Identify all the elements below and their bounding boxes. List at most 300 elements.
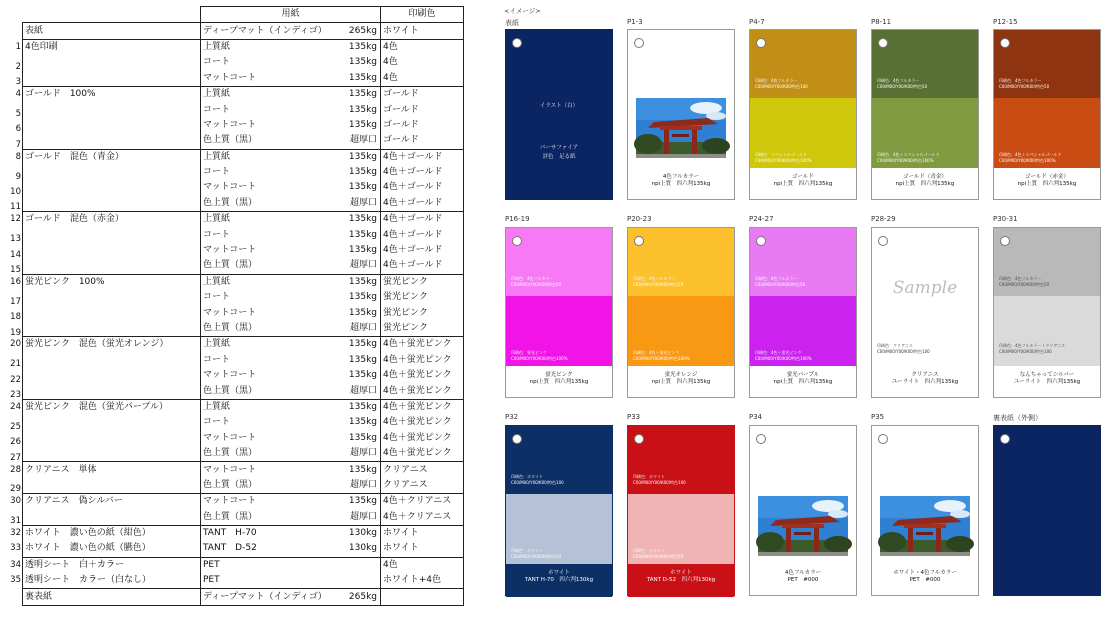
tint-title: 印刷色：4色フルカラー bbox=[877, 78, 920, 83]
tint-values: C00/M00/Y00/K00/特色50 bbox=[755, 282, 806, 287]
tint-values: C00/M00/Y00/K00/特色100% bbox=[755, 356, 812, 361]
row-paper: ディープマット（インディゴ） bbox=[201, 589, 329, 605]
cover-text-3: 評色 足る紙 bbox=[542, 154, 576, 160]
row-weight: 超厚口 bbox=[350, 479, 378, 490]
tint-title: 印刷色：蛍光ピンク bbox=[511, 350, 547, 355]
row-name-cell bbox=[10, 431, 201, 448]
sample-card bbox=[505, 227, 613, 398]
row-print-color: ホワイト bbox=[381, 541, 464, 557]
row-name-cell bbox=[10, 274, 201, 290]
punch-hole-icon bbox=[756, 236, 766, 246]
row-print-color: 蛍光ピンク bbox=[381, 321, 464, 337]
tint-label-top bbox=[511, 474, 609, 486]
table-row bbox=[23, 589, 464, 605]
table-row bbox=[23, 39, 464, 55]
punch-hole-icon bbox=[1000, 434, 1010, 444]
caption-paper: npi上質 四六判135kg bbox=[773, 181, 833, 187]
row-name: 蛍光ピンク 混色（蛍光オレンジ） bbox=[25, 339, 169, 350]
card-caption bbox=[628, 366, 734, 397]
card-caption bbox=[872, 564, 978, 595]
row-print-color: 4色 bbox=[381, 71, 464, 87]
sample-card bbox=[871, 227, 979, 398]
sample-card bbox=[627, 425, 735, 596]
table-row bbox=[23, 462, 464, 478]
row-number: 21 bbox=[10, 359, 21, 370]
row-number: 2 bbox=[15, 61, 21, 72]
table-row bbox=[23, 305, 464, 320]
row-name: 表紙 bbox=[25, 25, 44, 36]
row-weight bbox=[329, 573, 381, 589]
tint-title: 印刷色：ホワイト bbox=[633, 548, 665, 553]
row-number: 35 bbox=[10, 575, 21, 586]
card-label: P12-15 bbox=[993, 18, 1018, 26]
row-paper: PET bbox=[201, 557, 329, 573]
tint-label-bottom bbox=[633, 350, 731, 362]
sample-card bbox=[505, 425, 613, 596]
caption-paper: TANT D-52 四六判130kg bbox=[646, 577, 716, 583]
row-weight: 135kg bbox=[329, 212, 381, 228]
caption-title: 4色フルカラー bbox=[784, 570, 822, 576]
row-paper: 色上質（黒） bbox=[201, 196, 329, 212]
cover-text-2: パーサファイア bbox=[539, 145, 579, 151]
row-name: ゴールド 100% bbox=[25, 89, 96, 100]
row-number: 20 bbox=[10, 339, 21, 350]
card-label: P16-19 bbox=[505, 215, 530, 223]
tint-values: C00/M00/Y00/K00/特色100% bbox=[999, 158, 1056, 163]
row-paper: TANT H-70 bbox=[201, 525, 329, 541]
table-row bbox=[23, 446, 464, 462]
card-caption bbox=[628, 168, 734, 199]
card-label: P32 bbox=[505, 413, 519, 421]
row-name: ゴールド 混色（青金） bbox=[25, 151, 124, 162]
card-caption bbox=[994, 366, 1100, 397]
caption-paper: npi上質 四六判135kg bbox=[651, 379, 711, 385]
row-paper: コート bbox=[201, 353, 329, 368]
caption-paper: npi上質 四六判135kg bbox=[895, 181, 955, 187]
card-caption bbox=[506, 366, 612, 397]
card-caption bbox=[750, 168, 856, 199]
row-name-cell bbox=[23, 589, 201, 605]
tint-title: 印刷色：4色＋蛍光ピンク bbox=[755, 350, 802, 355]
punch-hole-icon bbox=[634, 236, 644, 246]
row-number: 30 bbox=[10, 496, 21, 507]
header-empty bbox=[23, 7, 201, 23]
tint-label-top bbox=[633, 276, 731, 288]
card-caption bbox=[628, 564, 734, 595]
row-name-cell bbox=[10, 321, 201, 338]
row-print-color: 4色＋蛍光ピンク bbox=[381, 353, 464, 368]
table-row bbox=[23, 353, 464, 368]
table-row bbox=[23, 149, 464, 165]
punch-hole-icon bbox=[756, 434, 766, 444]
row-number: 3 bbox=[15, 77, 21, 88]
row-print-color: 4色＋蛍光ピンク bbox=[381, 368, 464, 383]
row-weight: 130kg bbox=[329, 525, 381, 541]
row-print-color: クリアニス bbox=[381, 478, 464, 494]
table-row bbox=[23, 415, 464, 430]
punch-hole-icon bbox=[878, 434, 888, 444]
sample-card bbox=[993, 425, 1101, 596]
card-label: P8-11 bbox=[871, 18, 892, 26]
row-weight: 135kg bbox=[329, 274, 381, 290]
row-name-cell bbox=[10, 290, 201, 307]
card-label: P33 bbox=[627, 413, 641, 421]
caption-paper: ユーライト 四六判135kg bbox=[1013, 379, 1081, 385]
row-name: 4色印刷 bbox=[25, 41, 58, 52]
row-weight: 135kg bbox=[329, 39, 381, 55]
row-name-cell bbox=[10, 337, 201, 353]
table-row bbox=[23, 290, 464, 305]
header-paper: 用紙 bbox=[201, 7, 381, 23]
tint-label-bottom bbox=[999, 152, 1097, 164]
row-number: 18 bbox=[10, 312, 21, 323]
tint-label-top bbox=[755, 276, 853, 288]
row-name-cell bbox=[15, 133, 201, 150]
table-row bbox=[23, 494, 464, 510]
row-number: 14 bbox=[10, 249, 21, 260]
row-paper: コート bbox=[201, 55, 329, 70]
caption-paper: npi上質 四六判135kg bbox=[773, 379, 833, 385]
tint-values: C00/M00/Y00/K00/特色50 bbox=[633, 282, 684, 287]
tint-values: C00/M00/Y00/K00/特色50 bbox=[511, 282, 562, 287]
row-weight: 135kg bbox=[329, 149, 381, 165]
row-name-cell bbox=[10, 446, 201, 463]
row-number: 12 bbox=[10, 214, 21, 225]
row-weight: 135kg bbox=[329, 494, 381, 510]
row-print-color: 蛍光ピンク bbox=[381, 290, 464, 305]
tint-title: 印刷色：4色＋スペシャルゴールド bbox=[999, 152, 1062, 157]
row-name: クリアニス 偽シルバー bbox=[25, 496, 123, 507]
tint-label-bottom bbox=[755, 350, 853, 362]
row-name-cell bbox=[10, 368, 201, 385]
caption-title: 4色フルカラー bbox=[662, 174, 700, 180]
row-paper: 上質紙 bbox=[201, 274, 329, 290]
photo-frame bbox=[880, 496, 970, 556]
card-caption bbox=[994, 168, 1100, 199]
sample-card bbox=[749, 425, 857, 596]
sample-card bbox=[749, 29, 857, 200]
tint-title: 印刷色：4色＋スペシャルゴールド bbox=[877, 152, 940, 157]
tint-title: 印刷色：4色フルカラー bbox=[755, 78, 798, 83]
row-number: 7 bbox=[15, 139, 21, 150]
table-row bbox=[23, 258, 464, 274]
table-row bbox=[23, 573, 464, 589]
row-weight bbox=[329, 557, 381, 573]
row-weight: 135kg bbox=[348, 57, 378, 68]
caption-paper: npi上質 四六判135kg bbox=[529, 379, 589, 385]
row-paper: コート bbox=[201, 102, 329, 117]
caption-paper: ユーライト 四六判135kg bbox=[891, 379, 959, 385]
row-weight: 135kg bbox=[348, 370, 378, 381]
caption-title: 蛍光ピンク bbox=[545, 372, 573, 378]
tint-title: 印刷色：4色フルカラー bbox=[999, 78, 1042, 83]
row-weight: 135kg bbox=[348, 432, 378, 443]
row-name: 蛍光ピンク 100% bbox=[25, 276, 105, 287]
row-paper: マットコート bbox=[201, 180, 329, 195]
punch-hole-icon bbox=[756, 38, 766, 48]
row-name: 裏表紙 bbox=[25, 591, 53, 602]
row-weight: 135kg bbox=[329, 337, 381, 353]
row-name-cell bbox=[10, 415, 201, 432]
row-name-cell bbox=[10, 243, 201, 260]
tint-label-top bbox=[999, 276, 1097, 288]
row-name-cell bbox=[10, 573, 201, 589]
table-row bbox=[23, 55, 464, 70]
table-header-row bbox=[23, 7, 464, 23]
table-row bbox=[23, 431, 464, 446]
tint-label-top bbox=[511, 276, 609, 288]
row-number: 1 bbox=[15, 41, 21, 52]
row-print-color: 4色＋ゴールド bbox=[381, 212, 464, 228]
row-weight: 135kg bbox=[348, 229, 378, 240]
tint-values: C00/M00/Y00/K00/特色50 bbox=[999, 282, 1050, 287]
row-weight: 135kg bbox=[348, 104, 378, 115]
card-label: 裏表紙（外側） bbox=[993, 414, 1042, 422]
row-name-cell bbox=[10, 353, 201, 370]
row-number: 13 bbox=[10, 234, 21, 245]
row-name: 透明シート カラー（白なし） bbox=[25, 575, 152, 586]
row-print-color: 4色＋クリアニス bbox=[381, 494, 464, 510]
row-paper: コート bbox=[201, 165, 329, 180]
row-number: 28 bbox=[10, 464, 21, 475]
table-row bbox=[23, 525, 464, 541]
header-print-color: 印刷色 bbox=[381, 7, 464, 23]
row-print-color: 4色＋蛍光ピンク bbox=[381, 399, 464, 415]
row-print-color: 蛍光ピンク bbox=[381, 305, 464, 320]
caption-title: ゴールド（青金） bbox=[903, 174, 947, 180]
row-weight: 超厚口 bbox=[350, 135, 378, 146]
row-paper: 上質紙 bbox=[201, 39, 329, 55]
row-name: ホワイト 濃い色の紙（臙色） bbox=[25, 543, 151, 554]
row-print-color: 4色＋蛍光ピンク bbox=[381, 431, 464, 446]
table-row bbox=[23, 196, 464, 212]
tint-values: C00/M00/Y00/K00/特色100 bbox=[511, 480, 564, 485]
row-print-color: 4色＋蛍光ピンク bbox=[381, 337, 464, 353]
tint-label-bottom bbox=[633, 548, 731, 560]
row-print-color: 4色＋クリアニス bbox=[381, 510, 464, 526]
row-number: 8 bbox=[15, 151, 21, 162]
row-print-color: 4色 bbox=[381, 55, 464, 70]
tint-title: 印刷色：4色フルカラー bbox=[511, 276, 554, 281]
row-paper: コート bbox=[201, 227, 329, 242]
caption-paper: PET #000 bbox=[909, 577, 941, 583]
row-paper: 上質紙 bbox=[201, 149, 329, 165]
row-name-cell bbox=[15, 165, 201, 182]
punch-hole-icon bbox=[1000, 38, 1010, 48]
row-paper: 色上質（黒） bbox=[201, 383, 329, 399]
row-number: 29 bbox=[10, 484, 21, 495]
row-weight: 超厚口 bbox=[350, 448, 378, 459]
table-row bbox=[23, 212, 464, 228]
row-name-cell bbox=[15, 55, 201, 72]
table-row bbox=[23, 337, 464, 353]
sample-card bbox=[749, 227, 857, 398]
tint-values: C00/M00/Y00/K00/特色100% bbox=[877, 158, 934, 163]
table-row bbox=[23, 165, 464, 180]
row-name-cell bbox=[15, 149, 201, 165]
punch-hole-icon bbox=[634, 38, 644, 48]
table-row bbox=[23, 383, 464, 399]
row-name-cell bbox=[10, 399, 201, 415]
row-number: 26 bbox=[10, 437, 21, 448]
row-number: 16 bbox=[10, 276, 21, 287]
caption-paper: npi上質 四六判135kg bbox=[1017, 181, 1077, 187]
row-name-cell bbox=[10, 557, 201, 573]
row-paper: 上質紙 bbox=[201, 212, 329, 228]
row-print-color bbox=[381, 589, 464, 605]
tint-values: C00/M00/Y00/K00/特色100 bbox=[633, 480, 686, 485]
sample-card bbox=[993, 227, 1101, 398]
punch-hole-icon bbox=[512, 38, 522, 48]
card-caption bbox=[506, 564, 612, 595]
row-paper: マットコート bbox=[201, 118, 329, 133]
row-name-cell bbox=[10, 196, 201, 213]
tint-values: C00/M00/Y00/K00/特色50 bbox=[999, 84, 1050, 89]
tint-label-bottom bbox=[511, 350, 609, 362]
tint-title: 印刷色：4色＋蛍光ピンク bbox=[633, 350, 680, 355]
row-name-cell bbox=[10, 227, 201, 245]
gate-photo bbox=[636, 98, 726, 158]
row-number: 6 bbox=[15, 124, 21, 135]
card-label: P28-29 bbox=[871, 215, 896, 223]
row-print-color: 4色＋蛍光ピンク bbox=[381, 446, 464, 462]
sample-card bbox=[627, 29, 735, 200]
row-number: 10 bbox=[10, 186, 21, 197]
row-print-color: ゴールド bbox=[381, 118, 464, 133]
tint-title: 印刷色：4色フルカラー bbox=[755, 276, 798, 281]
caption-paper: npi上質 四六判135kg bbox=[651, 181, 711, 187]
row-print-color: 4色＋ゴールド bbox=[381, 196, 464, 212]
tint-values: C00/M00/Y00/K00/特色50 bbox=[633, 554, 684, 559]
row-print-color: 4色 bbox=[381, 557, 464, 573]
row-name-cell bbox=[10, 258, 201, 275]
card-label: P34 bbox=[749, 413, 763, 421]
row-weight: 超厚口 bbox=[350, 385, 378, 396]
card-label: P30-31 bbox=[993, 215, 1018, 223]
table-row bbox=[23, 71, 464, 87]
row-number: 33 bbox=[10, 543, 21, 554]
row-number: 11 bbox=[10, 202, 21, 213]
card-label: 表紙 bbox=[505, 19, 519, 27]
card-caption bbox=[750, 366, 856, 397]
row-paper: PET bbox=[201, 573, 329, 589]
row-paper: マットコート bbox=[201, 71, 329, 87]
row-name-cell bbox=[10, 462, 201, 478]
row-name: ホワイト 濃い色の紙（紺色） bbox=[25, 528, 151, 539]
row-name-cell bbox=[10, 478, 201, 495]
row-weight: 135kg bbox=[348, 119, 378, 130]
tint-label-bottom bbox=[511, 548, 609, 560]
row-paper: 色上質（黒） bbox=[201, 133, 329, 149]
row-print-color: ゴールド bbox=[381, 86, 464, 102]
caption-title: ホワイト bbox=[548, 570, 570, 576]
row-print-color: 4色＋ゴールド bbox=[381, 180, 464, 195]
row-print-color: ホワイト bbox=[381, 23, 464, 39]
row-print-color: ホワイト+4色 bbox=[381, 573, 464, 589]
caption-paper: TANT H-70 四六判130kg bbox=[524, 577, 594, 583]
row-paper: 色上質（黒） bbox=[201, 478, 329, 494]
table-row bbox=[23, 243, 464, 258]
row-number: 31 bbox=[10, 516, 21, 527]
row-weight: 135kg bbox=[348, 167, 378, 178]
card-caption bbox=[872, 366, 978, 397]
table-row bbox=[23, 102, 464, 117]
punch-hole-icon bbox=[634, 434, 644, 444]
row-paper: マットコート bbox=[201, 462, 329, 478]
tint-label-bottom bbox=[755, 152, 853, 164]
gate-photo bbox=[758, 496, 848, 556]
row-weight: 135kg bbox=[329, 462, 381, 478]
caption-title: ゴールド（赤金） bbox=[1025, 174, 1069, 180]
tint-values: C00/M00/Y00/K00/特色100% bbox=[755, 158, 812, 163]
tint-label-top bbox=[999, 78, 1097, 90]
table-row bbox=[23, 557, 464, 573]
tint-values: C00/M00/Y00/K00/特色50 bbox=[877, 84, 928, 89]
card-label: P24-27 bbox=[749, 215, 774, 223]
tint-title: 印刷色：4色フルカラー bbox=[999, 276, 1042, 281]
tint-title: 印刷色：ホワイト bbox=[633, 474, 665, 479]
row-print-color: 4色 bbox=[381, 39, 464, 55]
tint-label-top bbox=[633, 474, 731, 486]
row-weight: 265kg bbox=[329, 23, 381, 39]
row-paper: マットコート bbox=[201, 368, 329, 383]
caption-title: ホワイト・4色フルカラー bbox=[893, 570, 957, 576]
table-row bbox=[23, 321, 464, 337]
image-heading: <イメージ> bbox=[504, 7, 541, 15]
row-number: 17 bbox=[10, 296, 21, 307]
tint-values: C00/M00/Y00/K00/特色100 bbox=[877, 349, 930, 354]
sample-card bbox=[505, 29, 613, 200]
row-weight: 135kg bbox=[348, 307, 378, 318]
row-name: クリアニス 単体 bbox=[25, 464, 97, 475]
tint-title: 印刷色：4色フルカラー bbox=[633, 276, 676, 281]
gate-photo bbox=[880, 496, 970, 556]
sample-card bbox=[871, 425, 979, 596]
punch-hole-icon bbox=[1000, 236, 1010, 246]
row-number: 23 bbox=[10, 390, 21, 401]
row-number: 22 bbox=[10, 374, 21, 385]
row-print-color: ゴールド bbox=[381, 133, 464, 149]
table-row bbox=[23, 180, 464, 195]
tint-values: C00/M00/Y00/K00/特色100 bbox=[755, 84, 808, 89]
row-paper: 色上質（黒） bbox=[201, 510, 329, 526]
row-print-color: ゴールド bbox=[381, 102, 464, 117]
caption-title: 蛍光オレンジ bbox=[664, 372, 698, 378]
card-label: P20-23 bbox=[627, 215, 652, 223]
tint-title: 印刷色：ホワイト bbox=[511, 474, 543, 479]
row-paper: コート bbox=[201, 415, 329, 430]
photo-frame bbox=[636, 98, 726, 158]
punch-hole-icon bbox=[512, 236, 522, 246]
row-paper: コート bbox=[201, 290, 329, 305]
caption-title: なんちゃってシルバー bbox=[1019, 372, 1075, 378]
sample-card bbox=[627, 227, 735, 398]
row-paper: 上質紙 bbox=[201, 86, 329, 102]
row-print-color: 4色＋蛍光ピンク bbox=[381, 415, 464, 430]
table-row bbox=[23, 227, 464, 242]
table-row bbox=[23, 133, 464, 149]
sample-watermark: Sample bbox=[892, 278, 958, 298]
color-band-bottom bbox=[994, 296, 1100, 366]
row-name-cell bbox=[10, 305, 201, 323]
tint-label-top bbox=[877, 78, 975, 90]
photo-frame bbox=[758, 496, 848, 556]
row-weight: 135kg bbox=[348, 72, 378, 83]
punch-hole-icon bbox=[512, 434, 522, 444]
row-paper: マットコート bbox=[201, 305, 329, 320]
row-paper: 上質紙 bbox=[201, 399, 329, 415]
card-caption bbox=[872, 168, 978, 199]
